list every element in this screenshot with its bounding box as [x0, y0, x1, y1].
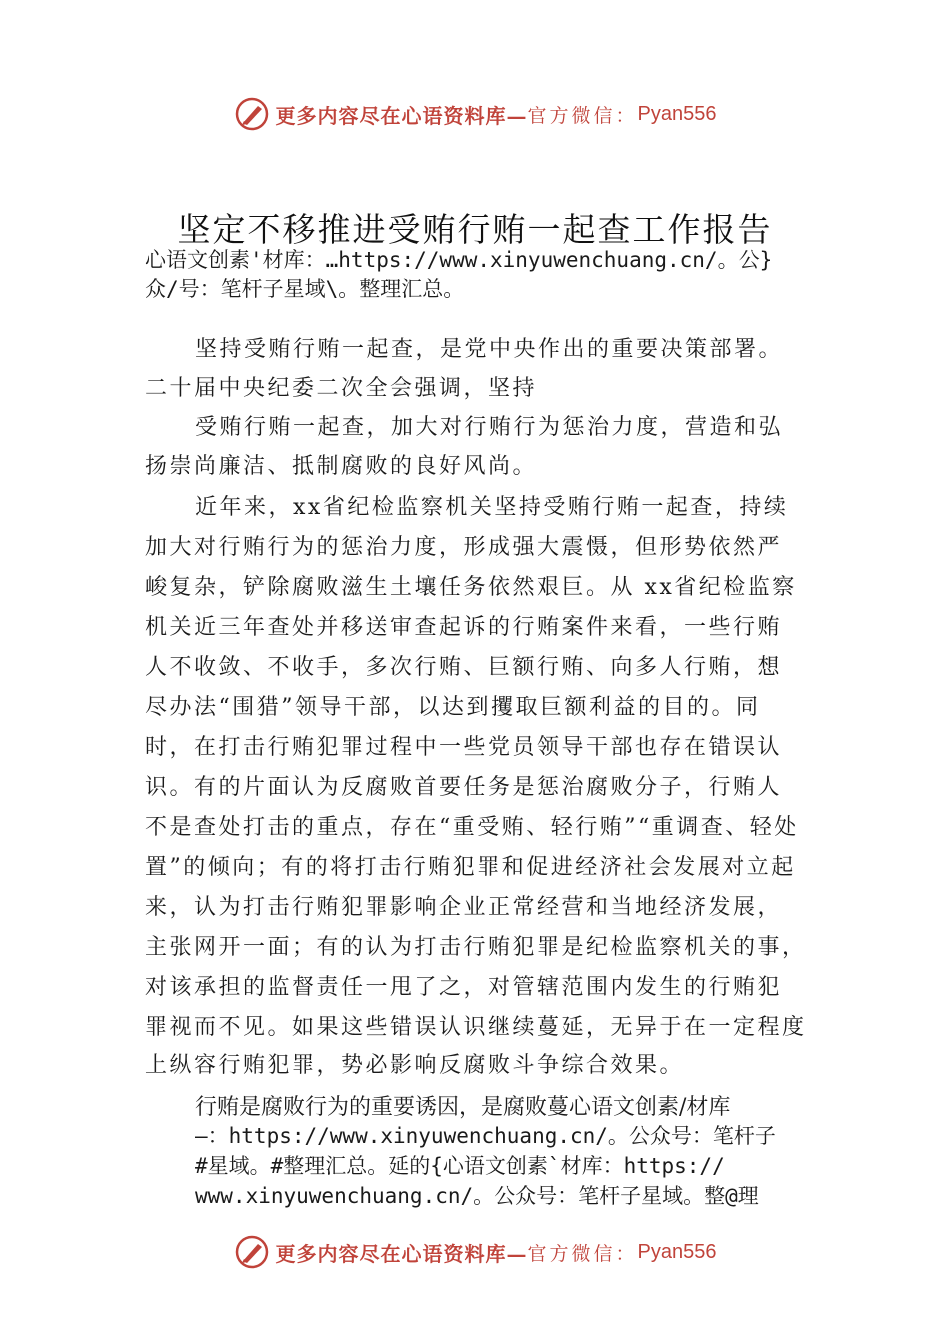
- paragraph-line: —：https://www.xinyuwenchuang.cn/。公众号：笔杆子: [195, 1124, 776, 1148]
- paragraph-line: 人不收敛、不收手，多次行贿、巨额行贿、向多人行贿，想: [145, 655, 783, 680]
- footer-banner: [0, 1232, 950, 1272]
- paragraph-line: 主张网开一面；有的认为打击行贿犯罪是纪检监察机关的事，: [145, 935, 807, 960]
- paragraph-line: 行贿是腐败行为的重要诱因，是腐败蔓心语文创素/材库: [195, 1095, 731, 1120]
- paragraph-line: 罪视而不见。如果这些错误认识继续蔓延，无异于在一定程度: [145, 1015, 807, 1040]
- paragraph-line: 近年来，xx省纪检监察机关坚持受贿行贿一起查，持续: [195, 495, 789, 520]
- document-title: 坚定不移推进受贿行贿一起查工作报告: [177, 210, 773, 249]
- paragraph-line: 来，认为打击行贿犯罪影响企业正常经营和当地经济发展，: [145, 895, 783, 920]
- banner-wechat-label: 官方微信：: [527, 1242, 638, 1265]
- paragraph-line: 上纵容行贿犯罪，势必影响反腐败斗争综合效果。: [145, 1053, 685, 1078]
- paragraph-line: 尽办法“围猎”领导干部，以达到攫取巨额利益的目的。同: [145, 695, 761, 720]
- pen-logo-icon: [234, 96, 270, 132]
- paragraph-line: 坚持受贿行贿一起查，是党中央作出的重要决策部署。: [195, 337, 784, 362]
- source-line-1: 心语文创素'材库：…https://www.xinyuwenchuang.cn/。公}: [145, 248, 773, 272]
- banner-text: 更多内容尽在心语资料库—: [275, 1241, 528, 1266]
- paragraph-line: 受贿行贿一起查，加大对行贿行为惩治力度，营造和弘: [195, 415, 784, 440]
- banner-wechat-label: 官方微信：: [527, 104, 638, 127]
- paragraph-line: 不是查处打击的重点，存在“重受贿、轻行贿”“重调查、轻处: [145, 815, 799, 840]
- paragraph-line: www.xinyuwenchuang.cn/。公众号：笔杆子星域。整@理: [195, 1184, 759, 1208]
- paragraph-line: 加大对行贿行为的惩治力度，形成强大震慑，但形势依然严: [145, 535, 783, 560]
- banner-wechat-id: Pyan556: [637, 102, 717, 125]
- paragraph-line: #星域。#整理汇总。延的{心语文创素`材库：https://: [195, 1154, 725, 1178]
- paragraph-line: 时，在打击行贿犯罪过程中一些党员领导干部也存在错误认: [145, 735, 783, 760]
- banner-wechat-id: Pyan556: [637, 1240, 717, 1263]
- paragraph-line: 对该承担的监督责任一甩了之，对管辖范围内发生的行贿犯: [145, 975, 783, 1000]
- paragraph-line: 置”的倾向；有的将打击行贿犯罪和促进经济社会发展对立起: [145, 855, 796, 880]
- paragraph-line: 机关近三年查处并移送审查起诉的行贿案件来看，一些行贿: [145, 615, 783, 640]
- paragraph-line: 二十届中央纪委二次全会强调，坚持: [145, 376, 538, 401]
- paragraph-line: 识。有的片面认为反腐败首要任务是惩治腐败分子，行贿人: [145, 775, 783, 800]
- paragraph-line: 峻复杂，铲除腐败滋生土壤任务依然艰巨。从 xx省纪检监察: [145, 575, 797, 600]
- source-line-2: 众/号：笔杆子星域\。整理汇总。: [145, 277, 465, 301]
- header-banner: [0, 94, 950, 134]
- pen-logo-icon: [234, 1234, 270, 1270]
- banner-text: 更多内容尽在心语资料库—: [275, 103, 528, 128]
- paragraph-line: 扬崇尚廉洁、抵制腐败的良好风尚。: [145, 454, 538, 479]
